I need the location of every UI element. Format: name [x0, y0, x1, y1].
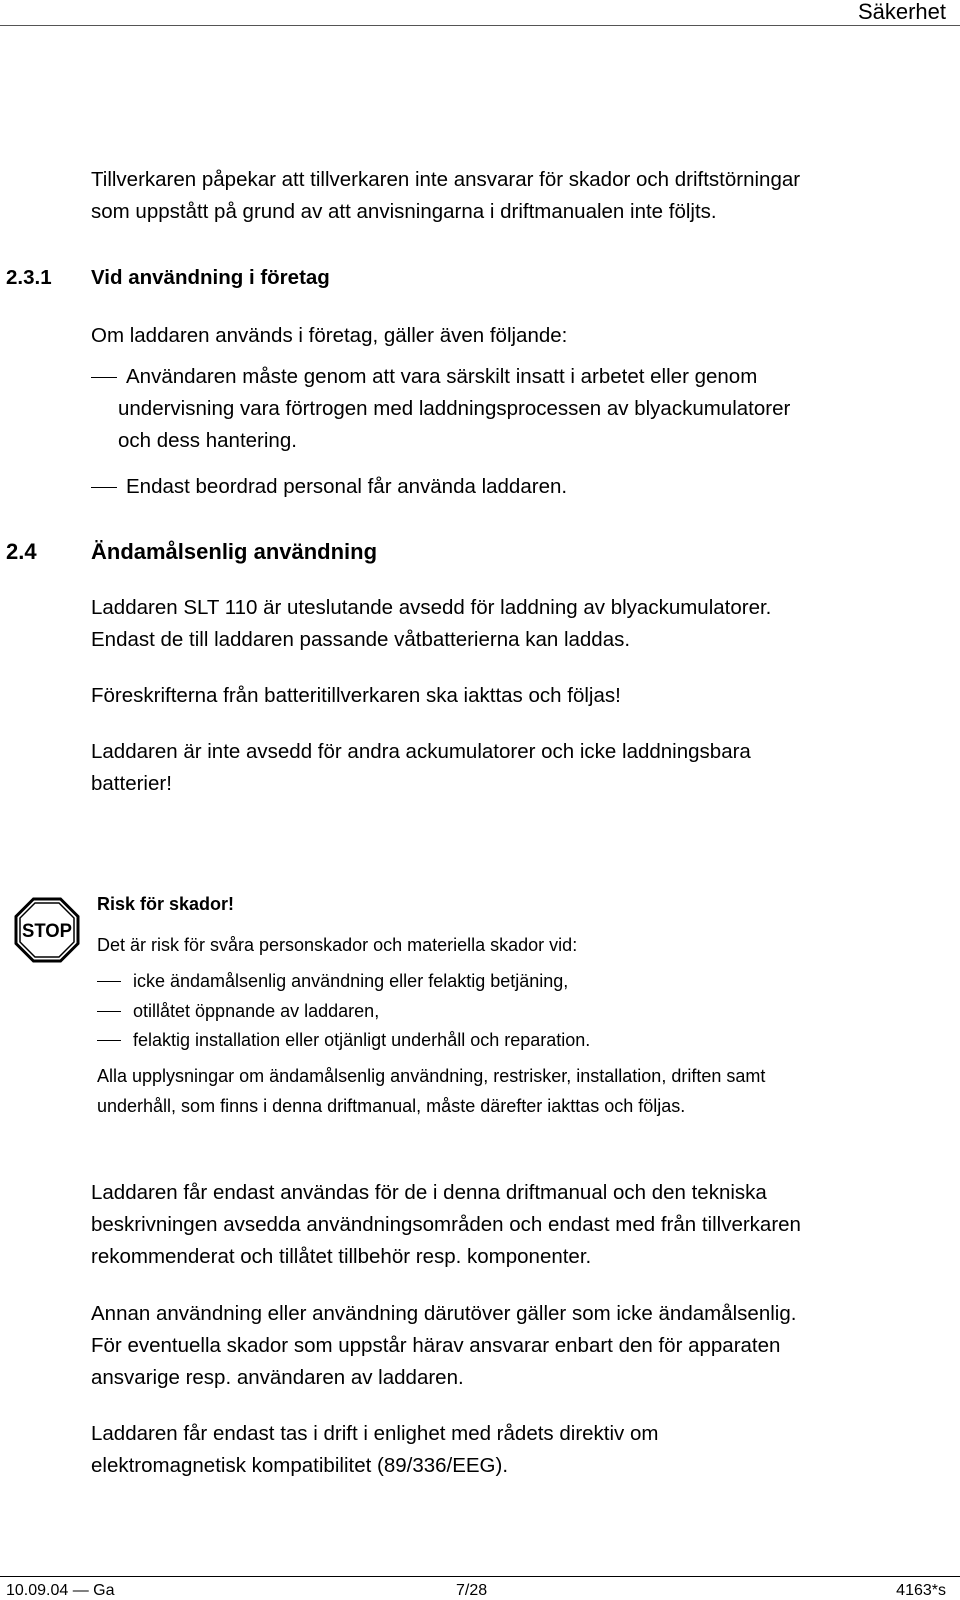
intro-line-2: som uppstått på grund av att anvisningarna i driftmanualen inte följts. — [91, 200, 717, 223]
bullet-2-line-1: Endast beordrad personal får använda laddaren. — [126, 475, 568, 498]
warning-bullet-2: otillåtet öppnande av laddaren, — [133, 1001, 380, 1021]
section-2-3-1-number: 2.3.1 — [6, 266, 52, 289]
section-2-3-1-lead: Om laddaren används i företag, gäller även följande: — [91, 324, 568, 347]
warning-lead: Det är risk för svåra personskador och materiella skador vid: — [97, 935, 578, 955]
section-2-4-para-3-line-1: Laddaren är inte avsedd för andra ackumulatorer och icke laddningsbara — [91, 740, 751, 763]
stop-sign-icon — [14, 897, 80, 963]
dash-bullet-icon — [91, 487, 117, 488]
footer-doc-code: 4163*s — [896, 1582, 946, 1599]
dash-bullet-icon — [97, 1040, 121, 1041]
dash-bullet-icon — [97, 981, 121, 982]
section-2-4-para-3-line-2: batterier! — [91, 772, 172, 795]
dash-bullet-icon — [91, 377, 117, 378]
footer-divider — [0, 1576, 960, 1577]
closing-para-2-line-2: För eventuella skador som uppstår härav ansvarar enbart den för apparaten — [91, 1334, 781, 1357]
warning-closing-line-1: Alla upplysningar om ändamålsenlig användning, restrisker, installation, driften samt — [97, 1066, 766, 1086]
section-2-4-para-1-line-1: Laddaren SLT 110 är uteslutande avsedd för laddning av blyackumulatorer. — [91, 596, 772, 619]
stop-sign-text: STOP — [22, 921, 73, 942]
section-2-4-para-2: Föreskrifterna från batteritillverkaren ska iakttas och följas! — [91, 684, 621, 707]
closing-para-1-line-3: rekommenderat och tillåtet tillbehör resp. komponenter. — [91, 1245, 592, 1268]
section-2-4-heading: Ändamålsenlig användning — [91, 539, 378, 564]
warning-bullet-1: icke ändamålsenlig användning eller felaktig betjäning, — [133, 971, 569, 991]
closing-para-1-line-1: Laddaren får endast användas för de i denna driftmanual och den tekniska — [91, 1181, 767, 1204]
closing-para-3-line-2: elektromagnetisk kompatibilitet (89/336/EEG). — [91, 1454, 509, 1477]
closing-para-2-line-3: ansvarige resp. användaren av laddaren. — [91, 1366, 464, 1389]
section-2-4-number: 2.4 — [6, 539, 37, 564]
footer-page-number: 7/28 — [456, 1582, 488, 1599]
section-2-3-1-heading: Vid användning i företag — [91, 266, 330, 289]
closing-para-2-line-1: Annan användning eller användning därutöver gäller som icke ändamålsenlig. — [91, 1302, 797, 1325]
dash-bullet-icon — [97, 1011, 121, 1012]
footer-date: 10.09.04 — Ga — [6, 1582, 115, 1599]
closing-para-3-line-1: Laddaren får endast tas i drift i enlighet med rådets direktiv om — [91, 1422, 659, 1445]
section-2-4-para-1-line-2: Endast de till laddaren passande våtbatterierna kan laddas. — [91, 628, 631, 651]
intro-line-1: Tillverkaren påpekar att tillverkaren inte ansvarar för skador och driftstörningar — [91, 168, 801, 191]
bullet-1-line-2: undervisning vara förtrogen med laddningsprocessen av blyackumulatorer — [118, 397, 791, 420]
closing-para-1-line-2: beskrivningen avsedda användningsområden och endast med från tillverkaren — [91, 1213, 801, 1236]
warning-closing-line-2: underhåll, som finns i denna driftmanual, måste därefter iakttas och följas. — [97, 1096, 686, 1116]
warning-bullet-3: felaktig installation eller otjänligt underhåll och reparation. — [133, 1030, 591, 1050]
page-header-title: Säkerhet — [857, 0, 946, 24]
bullet-1-line-3: och dess hantering. — [118, 429, 297, 452]
header-divider — [0, 25, 960, 26]
bullet-1-line-1: Användaren måste genom att vara särskilt insatt i arbetet eller genom — [126, 365, 758, 388]
warning-title: Risk för skador! — [97, 894, 235, 914]
